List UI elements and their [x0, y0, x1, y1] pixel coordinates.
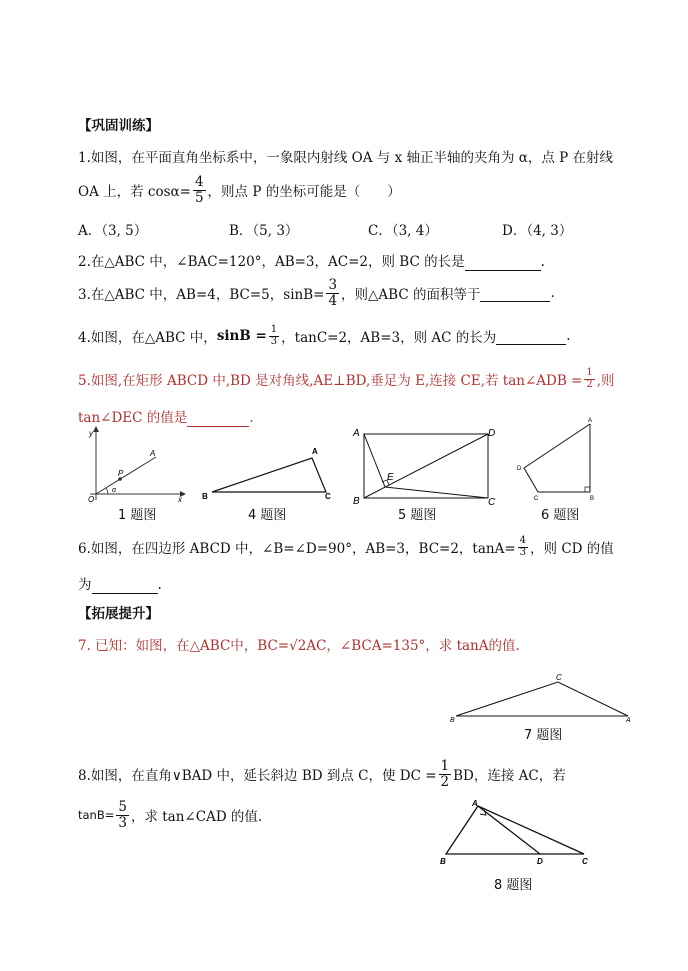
q8-line2-post: ，求 tan∠CAD 的值.: [130, 809, 263, 825]
q5-end: .: [249, 410, 254, 426]
q1-line2-post: ，则点 P 的坐标可能是（ ）: [207, 184, 401, 200]
figure-6-caption: 6 题图: [541, 508, 580, 523]
q6-answer-blank: [92, 577, 158, 594]
fig1-ray-oa: [96, 457, 156, 494]
fig8-label-c: C: [582, 857, 588, 866]
q2-end: .: [540, 254, 545, 270]
q5-line1: [78, 364, 615, 394]
q5-line2-text: tan∠DEC 的值是: [78, 410, 188, 426]
fig7-label-a: A: [626, 717, 631, 724]
q6-line2-text: 为: [78, 577, 92, 593]
fig5-label-b: B: [353, 496, 360, 507]
q3-frac-den: 4: [328, 292, 338, 309]
fig1-label-a: A: [150, 449, 156, 458]
figure-5-rectangle: [348, 424, 500, 508]
q6-frac-num: 4: [519, 535, 527, 546]
fig8-label-b: B: [440, 857, 446, 866]
q1-frac-den: 5: [194, 189, 204, 206]
section-title-consolidation: 【巩固训练】: [78, 118, 159, 134]
q8-line2: [78, 796, 262, 834]
figure-5-caption: 5 题图: [398, 508, 437, 523]
fig6-label-c: C: [534, 496, 539, 502]
fig5-segment-ce: [385, 487, 488, 498]
q3-fraction: [326, 278, 339, 307]
q8-line1-post: BD，连接 AC，若: [453, 768, 566, 784]
q6-frac-den: 3: [519, 546, 527, 558]
q6-line2: [78, 573, 162, 594]
q6-line1: [78, 530, 614, 564]
fig7-label-b: B: [450, 717, 455, 724]
fig5-label-e: E: [387, 472, 394, 483]
fig5-segment-ae: [364, 434, 385, 487]
q1-fraction: [193, 175, 206, 204]
figure-7-triangle: [446, 670, 636, 726]
fig1-y-arrow: [93, 426, 99, 432]
q6-line1-pre: 6.如图，在四边形 ABCD 中，∠B=∠D=90°，AB=3，BC=2，tanA=: [78, 541, 516, 557]
figure-1-caption: 1 题图: [118, 508, 157, 523]
q4-line: [78, 320, 571, 352]
figure-1-coordinate: [80, 424, 188, 504]
q3-pre: 3.在△ABC 中，AB=4，BC=5，sinB=: [78, 287, 325, 303]
fig8-triangle-abc: [446, 806, 584, 854]
fig1-label-o: O: [88, 495, 95, 504]
q1-line1: 1.如图，在平面直角坐标系中，一象限内射线 OA 与 x 轴正半轴的夹角为 α，点 P 在射线: [78, 150, 614, 166]
fig6-label-a: A: [588, 418, 593, 424]
fig8-label-a: A: [472, 799, 478, 808]
fig7-label-c: C: [556, 673, 562, 682]
q2-text: 2.在△ABC 中，∠BAC=120°，AB=3，AC=2，则 BC 的长是: [78, 254, 465, 270]
fig6-label-d: D: [517, 466, 522, 472]
q5-line1-post: ,则: [596, 373, 615, 389]
fig1-angle-arc: [106, 488, 108, 494]
q7-radical: √2: [289, 638, 307, 654]
q8-line2-pre: tanB=: [78, 808, 115, 822]
q6-end: .: [157, 577, 162, 593]
q5-answer-blank: [187, 410, 249, 427]
q2-line: [78, 250, 545, 271]
q6-fraction: [518, 536, 528, 558]
figure-8-triangle: [436, 798, 592, 870]
fig8-label-d: D: [537, 857, 543, 866]
fig1-label-p: P: [118, 469, 124, 478]
q3-post: ，则△ABC 的面积等于: [341, 287, 481, 303]
fig4-label-c: C: [325, 492, 331, 501]
q3-answer-blank: [480, 285, 550, 302]
q5-fraction: [584, 368, 594, 390]
fig6-right-angle-b: [585, 487, 590, 492]
q8-frac2-num: 5: [118, 799, 127, 816]
fig6-label-b: B: [590, 496, 595, 502]
figure-6-quadrilateral: [510, 416, 602, 502]
q8-line1-pre: 8.如图，在直角∨BAD 中，延长斜边 BD 到点 C，使 DC =: [78, 768, 437, 784]
q8-fraction-1: [439, 759, 452, 788]
q5-frac-den: 2: [586, 378, 593, 390]
q4-end: .: [566, 328, 571, 344]
fig5-diagonal-bd: [364, 434, 488, 498]
q8-frac1-den: 2: [440, 773, 450, 790]
section-title-extension: 【拓展提升】: [78, 606, 159, 622]
fig5-label-c: C: [488, 497, 496, 508]
fig1-label-alpha: α: [112, 487, 116, 494]
fig1-label-x: x: [178, 495, 182, 504]
q8-frac1-num: 1: [440, 758, 450, 775]
q2-answer-blank: [465, 254, 541, 271]
fig5-label-d: D: [488, 428, 496, 439]
fig4-label-a: A: [312, 447, 318, 456]
q4-fraction: [269, 325, 279, 347]
q5-line1-pre: 5.如图,在矩形 ABCD 中,BD 是对角线,AE⊥BD,垂足为 E,连接 CE,若 tan∠ADB =: [78, 373, 583, 389]
q1-option-d: D．（4, 3）: [502, 223, 573, 239]
figure-7-caption: 7 题图: [524, 728, 563, 743]
figure-8-caption: 8 题图: [494, 878, 533, 893]
figure-4-caption: 4 题图: [248, 508, 287, 523]
q4-sin-label: sinB =: [216, 328, 267, 344]
q7-line: [78, 634, 520, 654]
q3-line: [78, 274, 555, 312]
q8-fraction-2: [116, 800, 129, 829]
q1-line2-pre: OA 上，若 cosα=: [78, 184, 191, 200]
fig1-label-y: y: [89, 429, 93, 438]
q4-pre: 4.如图，在△ABC 中，: [78, 330, 217, 346]
q7-pre: 7. 已知：如图，在△ABC中，BC=: [78, 638, 290, 654]
fig4-label-b: B: [202, 492, 208, 501]
fig6-quadrilateral: [524, 424, 590, 492]
q4-frac-num: 1: [270, 324, 278, 335]
fig7-triangle: [456, 682, 628, 716]
q3-end: .: [550, 285, 555, 301]
fig4-triangle: [212, 458, 326, 492]
q3-frac-num: 3: [328, 277, 338, 294]
q5-frac-num: 1: [586, 367, 593, 378]
q1-option-b: B．（5, 3）: [229, 223, 299, 239]
q1-line2: [78, 171, 401, 209]
figure-4-triangle: [200, 442, 340, 502]
fig5-label-a: A: [353, 428, 360, 439]
q4-frac-den: 3: [270, 335, 278, 347]
q7-post: AC，∠BCA=135°，求 tanA的值.: [306, 638, 520, 654]
q4-post: ，tanC=2，AB=3，则 AC 的长为: [281, 330, 497, 346]
q4-answer-blank: [496, 328, 566, 345]
q8-frac2-den: 3: [118, 814, 127, 831]
q8-line1: [78, 756, 566, 792]
q6-line1-post: ，则 CD 的值: [530, 541, 614, 557]
q1-frac-num: 4: [194, 174, 204, 191]
q1-option-a: A．（3, 5）: [78, 223, 148, 239]
q1-option-c: C．（3, 4）: [368, 223, 438, 239]
